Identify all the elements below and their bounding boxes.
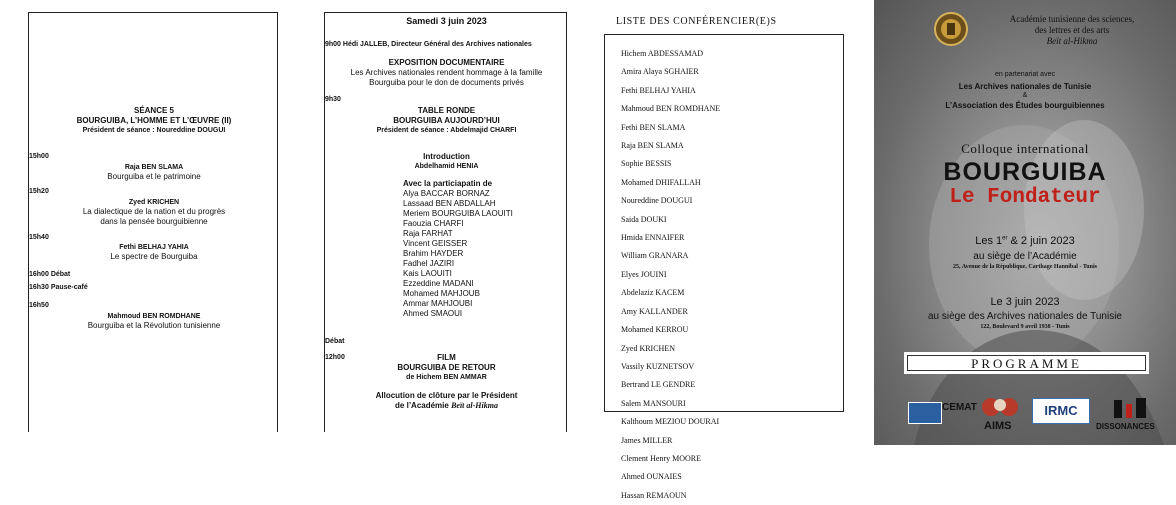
participant: Fadhel JAZIRI: [403, 259, 455, 268]
talk-title: Bourguiba et le patrimoine: [107, 172, 201, 181]
seance-chair: Président de séance : Noureddine DOUGUI: [82, 127, 226, 134]
programme-banner: PROGRAMME: [904, 352, 1149, 374]
time-slot: 16h00: [29, 271, 49, 278]
academy-line: des lettres et des arts: [1034, 25, 1110, 35]
speaker-name: Zyed KRICHEN: [128, 199, 180, 206]
round-chair: Président de séance : Abdelmajid CHARFI: [376, 127, 517, 134]
participant: Ezzeddine MADANI: [403, 279, 474, 288]
academy-line: Beït al-Hikma: [1046, 36, 1098, 46]
list-item: Amira Alaya SGHAIER: [621, 67, 699, 77]
list-item: Mahmoud BEN ROMDHANE: [621, 104, 721, 114]
participant: Raja FARHAT: [403, 229, 453, 238]
dates-line: Le 3 juin 2023: [990, 296, 1060, 308]
seance-number: SÉANCE 5: [133, 106, 174, 115]
list-item: Sophie BESSIS: [621, 159, 672, 169]
seance-header: [29, 106, 279, 135]
list-item: Ahmed OUNAIES: [621, 472, 682, 482]
talk-title: La dialectique de la nation et du progrès: [82, 207, 226, 216]
time-slot: 16h50: [29, 302, 49, 309]
talk-title: dans la pensée bourguibienne: [100, 217, 208, 226]
partner-intro: en partenariat avec: [995, 71, 1055, 78]
participant: Mohamed MAHJOUB: [403, 289, 480, 298]
dates-line: [874, 235, 1176, 247]
talk-block: [29, 198, 279, 227]
list-item: James MILLER: [621, 435, 673, 445]
academy-name: Beït al-Hikma: [451, 401, 498, 410]
film-title: BOURGUIBA DE RETOUR: [397, 363, 496, 372]
dates-text: Les 1: [975, 235, 1003, 247]
academy-line: Académie tunisienne des sciences,: [1009, 14, 1135, 24]
portrait-background: [874, 0, 1176, 445]
list-item: Hassan REMAOUN: [621, 490, 687, 500]
main-title: BOURGUIBA: [943, 158, 1107, 186]
participant: Alya BACCAR BORNAZ: [403, 189, 490, 198]
participation-label: Avec la particiapatin de: [403, 179, 493, 188]
film-director: de Hichem BEN AMMAR: [406, 374, 487, 381]
closing-text: de l’Académie: [395, 401, 452, 410]
participants-block: [403, 179, 513, 319]
expo-text: Bourguiba pour le don de documents privés: [369, 78, 524, 87]
film-block: [325, 353, 568, 382]
participant: Vincent GEISSER: [403, 239, 468, 248]
intro-speaker: Abdelhamid HENIA: [414, 163, 479, 170]
aims-logo-icon: [979, 396, 1021, 418]
speakers-list-panel: [604, 34, 844, 500]
film-label: FILM: [437, 353, 456, 362]
academy-logo: [934, 12, 968, 46]
participant: Lassaad BEN ABDALLAH: [403, 199, 496, 208]
speaker-name: Raja BEN SLAMA: [124, 164, 184, 171]
academy-name-block: [972, 14, 1172, 47]
expo-title: EXPOSITION DOCUMENTAIRE: [388, 58, 505, 67]
exposition-block: [325, 58, 568, 88]
cover-panel: [874, 0, 1176, 445]
talk-block: [29, 243, 279, 262]
time-slot: 15h40: [29, 234, 49, 241]
round-table-block: [325, 106, 568, 135]
list-item: Hichem ABDESSAMAD: [621, 49, 704, 58]
debat-label: Débat: [50, 271, 71, 278]
round-title: TABLE RONDE: [417, 106, 476, 115]
list-item: Hmida ENNAIFER: [621, 233, 685, 243]
participant: Ammar MAHJOUBI: [403, 299, 473, 308]
list-item: Mohamed DHIFALLAH: [621, 177, 701, 187]
participant: Brahim HAYDER: [403, 249, 464, 258]
list-item: Kalthoum MEZIOU DOURAI: [621, 417, 720, 427]
irmc-logo: IRMC: [1032, 398, 1090, 424]
debat-label: Débat: [325, 338, 345, 345]
list-item: Elyes JOUINI: [621, 269, 667, 279]
talk-block: [29, 163, 279, 182]
participant: Kais LAOUITI: [403, 269, 452, 278]
day-date: Samedi 3 juin 2023: [406, 16, 487, 26]
opening-text: Hédi JALLEB, Directeur Général des Archives nationales: [342, 41, 532, 48]
speakers-heading: LISTE DES CONFÉRENCIER(E)S: [616, 16, 777, 27]
dissonances-logo: DISSONANCES: [1096, 422, 1155, 431]
list-item: Saida DOUKI: [621, 214, 667, 224]
expo-text: Les Archives nationales rendent hommage à la famille: [350, 68, 543, 77]
partner-logo-icon: [908, 402, 942, 424]
main-subtitle: Le Fondateur: [949, 186, 1101, 209]
participant: Faouzia CHARFI: [403, 219, 464, 228]
debat-line: [29, 271, 70, 278]
seance5-panel: [28, 12, 278, 432]
list-item: Salem MANSOURI: [621, 398, 686, 408]
intro-block: [325, 152, 568, 171]
list-item: Fethi BEN SLAMA: [621, 122, 686, 132]
seance-title: BOURGUIBA, L’HOMME ET L’ŒUVRE (II): [76, 116, 232, 125]
dissonances-logo-icon: [1112, 396, 1152, 422]
talk-title: Le spectre de Bourguiba: [110, 252, 198, 261]
speaker-name: Mahmoud BEN ROMDHANE: [107, 313, 201, 320]
list-item: Mohamed KERROU: [621, 325, 689, 335]
partner-name: Les Archives nationales de Tunisie: [958, 82, 1092, 91]
list-item: Raja BEN SLAMA: [621, 141, 684, 151]
pause-label: Pause-café: [50, 284, 88, 291]
list-item: Vassily KUZNETSOV: [621, 361, 695, 371]
venue-line: au siège de l’Académie: [973, 251, 1077, 262]
talk-title: Bourguiba et la Révolution tunisienne: [87, 321, 221, 330]
address-line: 122, Boulevard 9 avril 1938 - Tunis: [980, 324, 1070, 330]
intro-label: Introduction: [423, 152, 470, 161]
speaker-name: Fethi BELHAJ YAHIA: [119, 244, 189, 251]
time-slot: 15h00: [29, 153, 49, 160]
speakers-list: [621, 45, 720, 505]
saturday-panel: [324, 12, 567, 432]
list-item: Abdelaziz KACEM: [621, 288, 685, 298]
round-subtitle: BOURGUIBA AUJOURD’HUI: [393, 116, 500, 125]
list-item: Noureddine DOUGUI: [621, 196, 693, 206]
aims-logo: AIMS: [984, 420, 1012, 432]
address-line: 25, Avenue de la République, Carthage Hannibal - Tunis: [953, 264, 1097, 270]
dates-text: & 2 juin 2023: [1007, 235, 1075, 247]
cemat-logo: CEMAT: [942, 402, 977, 413]
time-slot: 9h30: [325, 96, 341, 103]
venue-line: au siège des Archives nationales de Tunisie: [927, 311, 1122, 322]
time-slot: 16h30: [29, 284, 49, 291]
closing-line: [325, 401, 568, 411]
partner-name: L’Association des Études bourguibiennes: [945, 101, 1105, 110]
ampersand: &: [1022, 92, 1028, 99]
list-item: Amy KALLANDER: [621, 306, 688, 316]
closing-block: [325, 391, 568, 411]
list-item: Bertrand LE GENDRE: [621, 380, 696, 390]
opening-line: [325, 41, 532, 48]
participant: Meriem BOURGUIBA LAOUITI: [403, 209, 513, 218]
talk-block: [29, 312, 279, 331]
dates-superscript: er: [1002, 235, 1008, 242]
colloque-label: Colloque international: [961, 141, 1089, 156]
time-slot: 15h20: [29, 188, 49, 195]
list-item: Fethi BELHAJ YAHIA: [621, 85, 696, 95]
time-slot: 9h00: [325, 41, 341, 48]
list-item: Clement Henry MOORE: [621, 453, 701, 463]
closing-line: Allocution de clôture par le Président: [375, 391, 518, 400]
participant: Ahmed SMAOUI: [403, 309, 463, 318]
pause-line: [29, 284, 88, 291]
list-item: William GRANARA: [621, 251, 689, 261]
time-slot: 12h00: [325, 354, 345, 361]
list-item: Zyed KRICHEN: [621, 343, 675, 353]
